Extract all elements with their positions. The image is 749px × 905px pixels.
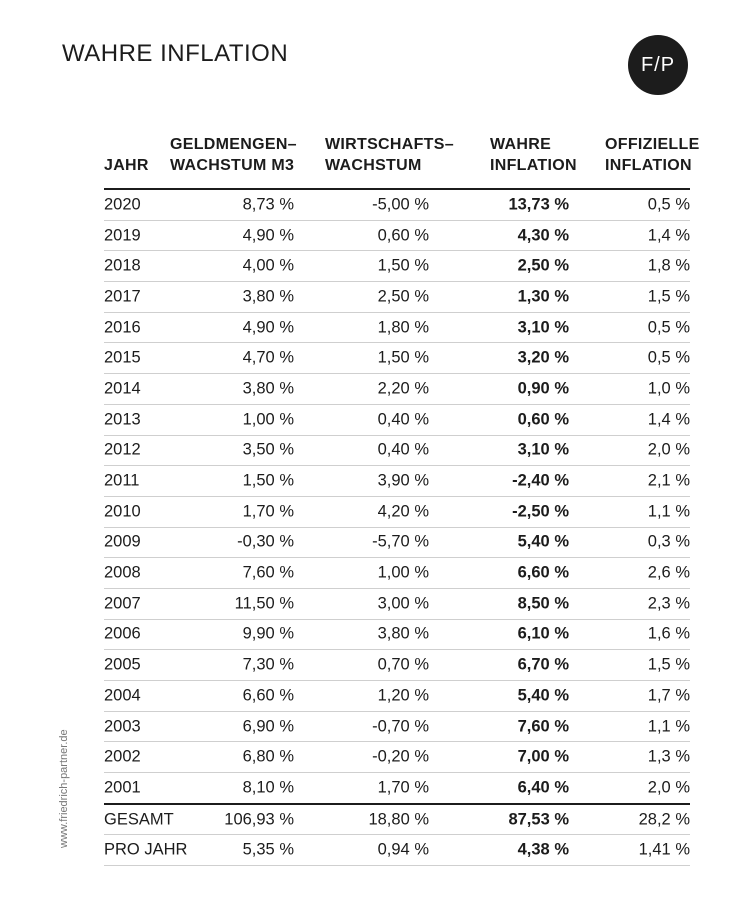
economic-growth-cell: 18,80 % [368, 810, 429, 829]
table-row [104, 343, 690, 374]
economic-growth-cell: -0,70 % [372, 717, 429, 736]
economic-growth-cell: 3,90 % [377, 471, 429, 490]
economic-growth-cell: 3,00 % [377, 594, 429, 613]
true-inflation-cell: 3,20 % [517, 348, 569, 367]
economic-growth-cell: 1,50 % [377, 256, 429, 275]
money-growth-cell: 9,90 % [242, 624, 294, 643]
table-row [104, 251, 690, 282]
money-growth-cell: 3,80 % [242, 379, 294, 398]
true-inflation-cell: 6,10 % [517, 624, 569, 643]
year-cell: 2012 [104, 440, 141, 459]
official-inflation-cell: 28,2 % [638, 810, 690, 829]
table-row [104, 374, 690, 405]
economic-growth-cell: 1,70 % [377, 778, 429, 797]
official-inflation-cell: 0,3 % [647, 532, 690, 551]
official-inflation-cell: 2,0 % [647, 778, 690, 797]
true-inflation-cell: 1,30 % [517, 287, 569, 306]
money-growth-cell: 1,50 % [242, 471, 294, 490]
table-row [104, 190, 690, 221]
year-cell: PRO JAHR [104, 840, 188, 859]
money-growth-cell: 3,80 % [242, 287, 294, 306]
official-inflation-cell: 2,1 % [647, 471, 690, 490]
year-cell: 2017 [104, 287, 141, 306]
true-inflation-cell: 6,60 % [517, 563, 569, 582]
table-row [104, 436, 690, 467]
money-growth-cell: 4,70 % [242, 348, 294, 367]
table-row [104, 681, 690, 712]
official-inflation-cell: 2,3 % [647, 594, 690, 613]
table-row [104, 221, 690, 252]
economic-growth-cell: 2,20 % [377, 379, 429, 398]
economic-growth-cell: 0,40 % [377, 440, 429, 459]
money-growth-cell: 8,10 % [242, 778, 294, 797]
header-geldmengenwachstum: GELDMENGEN– WACHSTUM M3 [170, 136, 297, 174]
official-inflation-cell: 1,0 % [647, 379, 690, 398]
year-cell: 2007 [104, 594, 141, 613]
table-row [104, 589, 690, 620]
table-row [104, 528, 690, 559]
true-inflation-cell: 13,73 % [508, 195, 569, 214]
official-inflation-cell: 1,41 % [638, 840, 690, 859]
economic-growth-cell: 3,80 % [377, 624, 429, 643]
money-growth-cell: 3,50 % [242, 440, 294, 459]
economic-growth-cell: -5,00 % [372, 195, 429, 214]
table-row [104, 497, 690, 528]
true-inflation-cell: 8,50 % [517, 594, 569, 613]
official-inflation-cell: 1,6 % [647, 624, 690, 643]
header-offizielle-inflation: OFFIZIELLE INFLATION [605, 136, 700, 174]
true-inflation-cell: 4,30 % [517, 226, 569, 245]
official-inflation-cell: 1,1 % [647, 717, 690, 736]
header-wahre-inflation: WAHRE INFLATION [490, 136, 577, 174]
official-inflation-cell: 1,3 % [647, 747, 690, 766]
true-inflation-cell: 7,00 % [517, 747, 569, 766]
table-row [104, 620, 690, 651]
economic-growth-cell: 1,20 % [377, 686, 429, 705]
true-inflation-cell: 0,60 % [517, 410, 569, 429]
money-growth-cell: 1,00 % [242, 410, 294, 429]
money-growth-cell: 4,90 % [242, 226, 294, 245]
official-inflation-cell: 1,1 % [647, 502, 690, 521]
economic-growth-cell: 0,94 % [377, 840, 429, 859]
economic-growth-cell: 0,70 % [377, 655, 429, 674]
money-growth-cell: 7,60 % [242, 563, 294, 582]
true-inflation-cell: 4,38 % [517, 840, 569, 859]
year-cell: 2016 [104, 318, 141, 337]
official-inflation-cell: 1,7 % [647, 686, 690, 705]
year-cell: 2014 [104, 379, 141, 398]
table-row [104, 650, 690, 681]
money-growth-cell: 4,90 % [242, 318, 294, 337]
economic-growth-cell: -5,70 % [372, 532, 429, 551]
table-row [104, 405, 690, 436]
year-cell: 2004 [104, 686, 141, 705]
table-row [104, 313, 690, 344]
table-row [104, 773, 690, 805]
page-title: WAHRE INFLATION [62, 40, 289, 67]
money-growth-cell: 6,80 % [242, 747, 294, 766]
year-cell: 2005 [104, 655, 141, 674]
official-inflation-cell: 0,5 % [647, 318, 690, 337]
true-inflation-cell: -2,40 % [512, 471, 569, 490]
true-inflation-cell: 6,40 % [517, 778, 569, 797]
fp-logo: F/P [628, 35, 688, 95]
year-cell: 2003 [104, 717, 141, 736]
header-wirtschaftswachstum: WIRTSCHAFTS– WACHSTUM [325, 136, 454, 174]
table-row [104, 466, 690, 497]
money-growth-cell: 7,30 % [242, 655, 294, 674]
official-inflation-cell: 1,8 % [647, 256, 690, 275]
economic-growth-cell: 0,40 % [377, 410, 429, 429]
true-inflation-cell: 6,70 % [517, 655, 569, 674]
true-inflation-cell: 7,60 % [517, 717, 569, 736]
year-cell: 2013 [104, 410, 141, 429]
year-cell: 2018 [104, 256, 141, 275]
header-jahr: JAHR [104, 157, 149, 174]
economic-growth-cell: 2,50 % [377, 287, 429, 306]
money-growth-cell: 106,93 % [224, 810, 294, 829]
official-inflation-cell: 0,5 % [647, 348, 690, 367]
official-inflation-cell: 0,5 % [647, 195, 690, 214]
official-inflation-cell: 2,6 % [647, 563, 690, 582]
year-cell: 2020 [104, 195, 141, 214]
year-cell: 2008 [104, 563, 141, 582]
true-inflation-cell: 3,10 % [517, 318, 569, 337]
true-inflation-cell: 5,40 % [517, 686, 569, 705]
year-cell: GESAMT [104, 810, 174, 829]
money-growth-cell: 6,90 % [242, 717, 294, 736]
table-body [104, 190, 690, 866]
year-cell: 2001 [104, 778, 141, 797]
official-inflation-cell: 1,4 % [647, 410, 690, 429]
money-growth-cell: -0,30 % [237, 532, 294, 551]
year-cell: 2015 [104, 348, 141, 367]
economic-growth-cell: 4,20 % [377, 502, 429, 521]
year-cell: 2006 [104, 624, 141, 643]
money-growth-cell: 4,00 % [242, 256, 294, 275]
website-url: www.friedrich-partner.de [58, 729, 70, 848]
true-inflation-cell: -2,50 % [512, 502, 569, 521]
true-inflation-cell: 87,53 % [508, 810, 569, 829]
official-inflation-cell: 1,5 % [647, 655, 690, 674]
table-header [104, 132, 700, 190]
year-cell: 2010 [104, 502, 141, 521]
true-inflation-cell: 5,40 % [517, 532, 569, 551]
official-inflation-cell: 1,5 % [647, 287, 690, 306]
table-row [104, 282, 690, 313]
year-cell: 2002 [104, 747, 141, 766]
year-cell: 2019 [104, 226, 141, 245]
money-growth-cell: 6,60 % [242, 686, 294, 705]
official-inflation-cell: 2,0 % [647, 440, 690, 459]
money-growth-cell: 8,73 % [242, 195, 294, 214]
money-growth-cell: 11,50 % [234, 594, 294, 613]
money-growth-cell: 5,35 % [242, 840, 294, 859]
table-row [104, 742, 690, 773]
summary-row [104, 835, 690, 866]
summary-row [104, 805, 690, 836]
true-inflation-cell: 3,10 % [517, 440, 569, 459]
year-cell: 2009 [104, 532, 141, 551]
economic-growth-cell: 1,50 % [377, 348, 429, 367]
economic-growth-cell: 1,00 % [377, 563, 429, 582]
official-inflation-cell: 1,4 % [647, 226, 690, 245]
year-cell: 2011 [104, 471, 140, 490]
economic-growth-cell: -0,20 % [372, 747, 429, 766]
table-row [104, 558, 690, 589]
true-inflation-cell: 0,90 % [517, 379, 569, 398]
inflation-table [104, 132, 700, 866]
true-inflation-cell: 2,50 % [517, 256, 569, 275]
economic-growth-cell: 0,60 % [377, 226, 429, 245]
money-growth-cell: 1,70 % [242, 502, 294, 521]
economic-growth-cell: 1,80 % [377, 318, 429, 337]
table-row [104, 712, 690, 743]
